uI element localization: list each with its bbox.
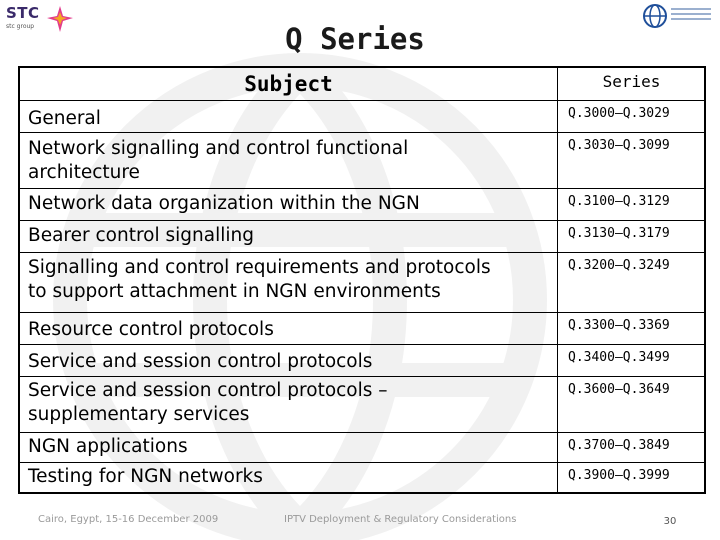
stc-logo-subtext: stc group <box>6 23 35 30</box>
row-subject: Service and session control protocols – supplementary services <box>28 380 388 425</box>
row-series: Q.3700–Q.3849 <box>568 438 670 453</box>
page-number: 30 <box>663 516 677 527</box>
row-subject: Signalling and control requirements and protocols to support attachment in NGN environments <box>28 257 491 302</box>
table-row <box>20 462 704 492</box>
table-row <box>20 312 704 344</box>
table-row <box>20 376 704 432</box>
row-subject: General <box>28 108 101 129</box>
row-series: Q.3600–Q.3649 <box>568 382 670 397</box>
table-row <box>20 432 704 462</box>
row-series: Q.3200–Q.3249 <box>568 258 670 273</box>
row-series: Q.3030–Q.3099 <box>568 138 670 153</box>
row-series: Q.3400–Q.3499 <box>568 350 670 365</box>
stc-logo-text: STC <box>6 4 40 22</box>
table-row <box>20 100 704 132</box>
table-row <box>20 344 704 376</box>
row-series: Q.3900–Q.3999 <box>568 468 670 483</box>
row-series: Q.3300–Q.3369 <box>568 318 670 333</box>
column-header-series: Series <box>602 72 661 91</box>
row-subject: Bearer control signalling <box>28 225 254 246</box>
table-row <box>20 132 704 188</box>
q-series-table <box>18 66 706 494</box>
row-subject: Resource control protocols <box>28 319 274 340</box>
column-header-subject: Subject <box>244 72 333 96</box>
row-subject: Network signalling and control functional architecture <box>28 138 409 183</box>
row-subject: Service and session control protocols <box>28 351 373 372</box>
footer-location-date: Cairo, Egypt, 15-16 December 2009 <box>38 514 219 525</box>
row-series: Q.3000–Q.3029 <box>568 106 670 121</box>
table-row <box>20 188 704 220</box>
table-row <box>20 220 704 252</box>
page-title: Q Series <box>285 22 425 56</box>
itu-logo-text-lines <box>671 8 711 23</box>
row-subject: NGN applications <box>28 436 188 457</box>
row-subject: Testing for NGN networks <box>28 466 263 487</box>
row-series: Q.3130–Q.3179 <box>568 226 670 241</box>
footer-event: IPTV Deployment & Regulatory Considerations <box>284 514 517 525</box>
row-subject: Network data organization within the NGN <box>28 193 420 214</box>
row-series: Q.3100–Q.3129 <box>568 194 670 209</box>
table-row <box>20 252 704 312</box>
